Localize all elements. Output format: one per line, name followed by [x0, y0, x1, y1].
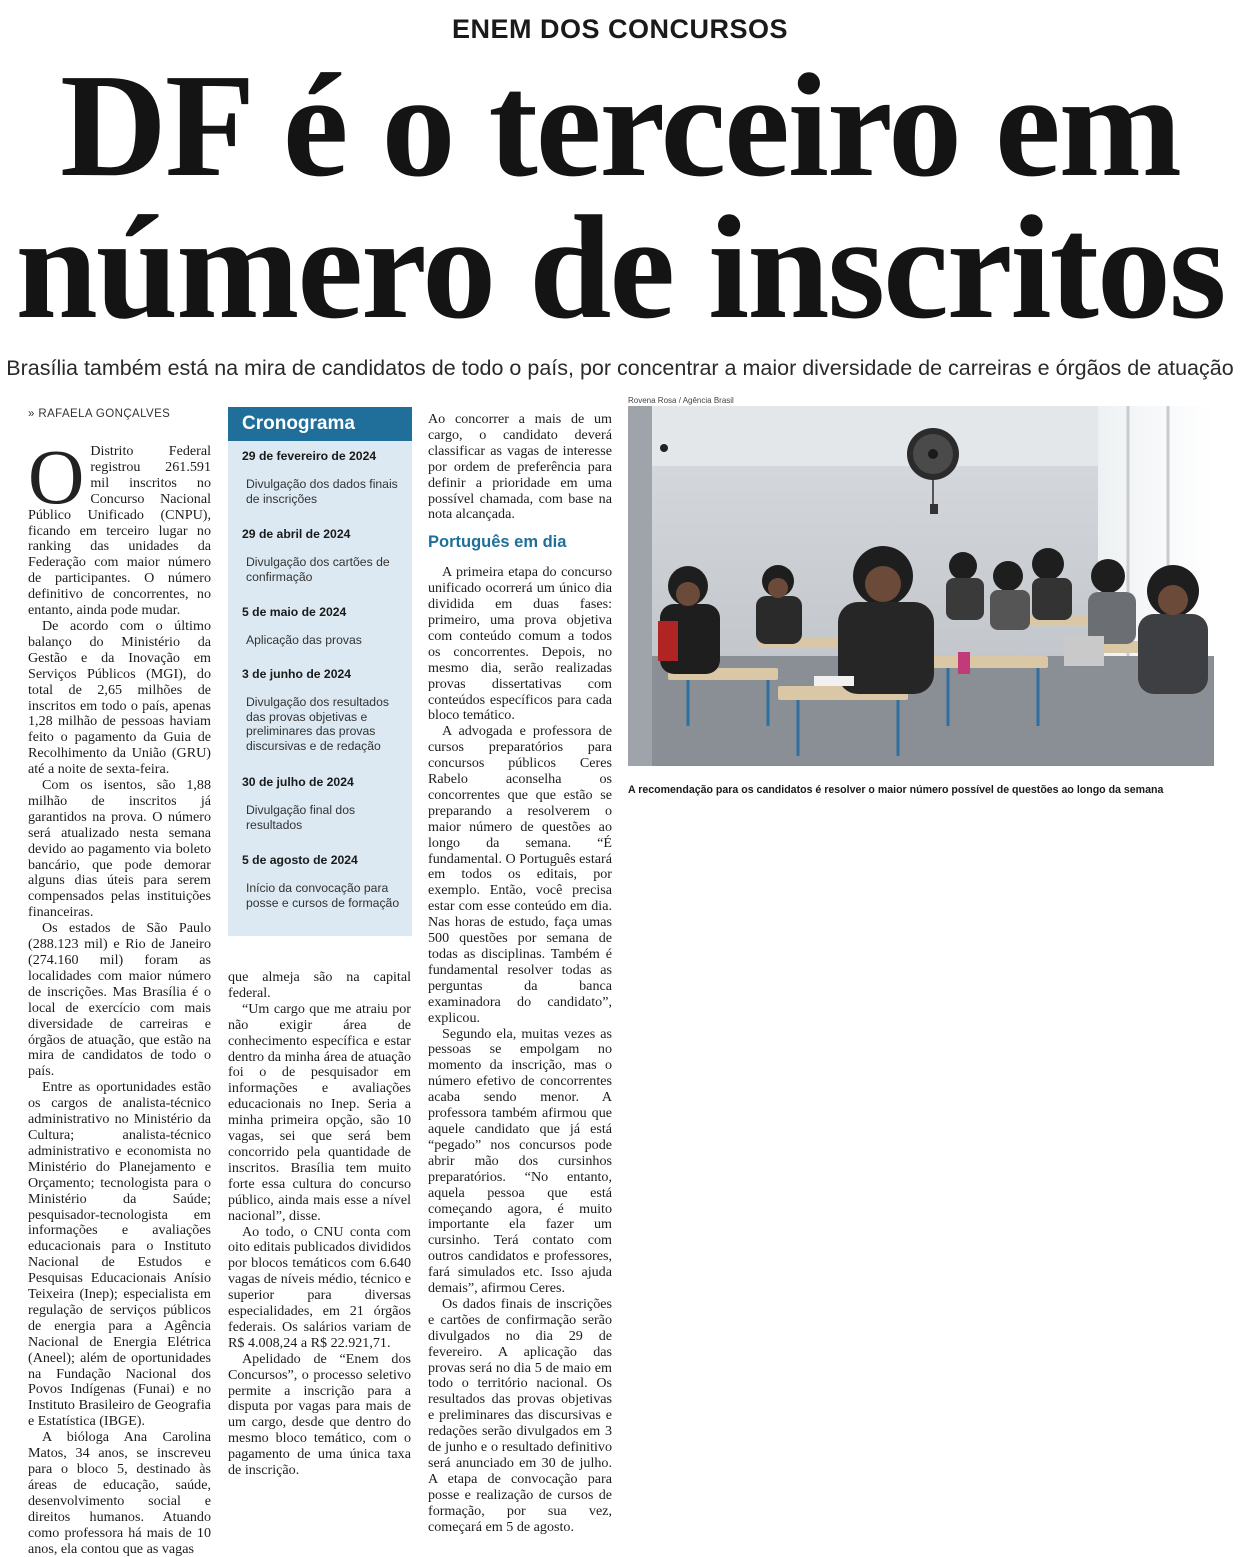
- cronograma-date: 29 de fevereiro de 2024: [242, 449, 377, 463]
- paragraph: A advogada e professora de cursos preparatórios para concursos públicos Ceres Rabelo aconselha os concorrentes que que estão se preparando a resolverem o maior número de questões ao longo da semana. “É fundamental. O Português estará em todos os editais, por exemplo. Então, você precisa estar com esse conteúdo em dia. Nas horas de estudo, faça umas 500 questões por semana de todas as disciplinas. Também é fundamental resolver todas as perguntas da banca examinadora do candidato”, explicou.: [428, 723, 612, 1026]
- photo-credit: Rovena Rosa / Agência Brasil: [628, 396, 734, 405]
- photo-caption: A recomendação para os candidatos é resolver o maior número possível de questões ao longo da semana: [628, 784, 1164, 796]
- section-kicker: ENEM DOS CONCURSOS: [451, 14, 789, 44]
- cronograma-date: 29 de abril de 2024: [242, 527, 351, 541]
- subheadline: Brasília também está na mira de candidatos de todo o país, por concentrar a maior diversidade de carreiras e órgãos de atuação: [6, 356, 1234, 380]
- cronograma-item: [228, 519, 412, 597]
- paragraph: “Um cargo que me atraiu por não exigir área de conhecimento específica e estar dentro da minha área de atuação foi o de pesquisador em informações e avaliações educacionais no Inep. Seria a minha primeira opção, são 10 vagas, sei que será bem concorrido pela quantidade de inscritos. Brasília tem muito forte essa cultura do concurso público, ainda mais esse a nível nacional”, disse.: [228, 1000, 411, 1224]
- paragraph: Ao concorrer a mais de um cargo, o candidato deverá classificar as vagas de interesse por ordem de preferência para definir a prioridade em uma possível chamada, com base na nota alcançada.: [428, 411, 612, 523]
- cronograma-title: Cronograma: [228, 407, 412, 441]
- paragraph: De acordo com o último balanço do Ministério da Gestão e da Inovação em Serviços Públicos (MGI), do total de 2,65 milhões de inscritos em todo o país, apenas 1,28 milhão de pessoas haviam feito o pagamento da Guia de Recolhimento da União (GRU) até a noite de sexta-feira.: [28, 617, 211, 778]
- paragraph: Com os isentos, são 1,88 milhão de inscritos já garantidos na prova. O número será atualizado nesta semana devido ao pagamento via boleto bancário, que pode demorar alguns dias úteis para serem compensados pelas instituições financeiras.: [28, 777, 211, 921]
- headline-line-1: DF é o terceiro em: [60, 44, 1180, 208]
- cronograma-desc: Aplicação das provas: [246, 633, 362, 647]
- headline-line-2: número de inscritos: [15, 186, 1225, 350]
- section-subtitle: Português em dia: [428, 533, 567, 552]
- cronograma-item: [228, 845, 412, 923]
- article-column-2: [228, 970, 411, 1479]
- paragraph: Segundo ela, muitas vezes as pessoas se empolgam no momento da inscrição, mas o número efetivo de concorrentes acaba sendo menor. A professora também afirmou que aquele candidato que já está “pegado” nos concursos pode abrir mão dos cursinhos preparatórios. “No entanto, aquela pessoa que está começando agora, é muito importante ela fazer um cursinho. Terá contato com outros candidatos e professores, fará simulados etc. Isso ajuda demais”, afirmou Ceres.: [428, 1025, 612, 1297]
- cronograma-desc: Divulgação dos dados finais de inscrições: [246, 477, 398, 506]
- paragraph: Os estados de São Paulo (288.123 mil) e Rio de Janeiro (274.160 mil) foram as localidades com maior número de inscrições. Mas Brasília é o local de exercício com mais diversidade de carreiras e órgãos de atuação, que estão na mira de candidatos de todo o país.: [28, 920, 211, 1080]
- paragraph: A bióloga Ana Carolina Matos, 34 anos, se inscreveu para o bloco 5, destinado às áreas de educação, saúde, desenvolvimento social e direitos humanos. Atuando como professora há mais de 10 anos, ela contou que as vagas: [28, 1429, 211, 1557]
- cronograma-item: [228, 767, 412, 845]
- paragraph: Apelidado de “Enem dos Concursos”, o processo seletivo permite a inscrição para a disputa por vagas para mais de um cargo, desde que dentro do mesmo bloco temático, com o pagamento de uma única taxa de inscrição.: [228, 1350, 411, 1479]
- cronograma-item: [228, 659, 412, 767]
- paragraph: que almeja são na capital federal.: [228, 969, 411, 1001]
- cronograma-date: 30 de julho de 2024: [242, 775, 354, 789]
- classroom-photo-illustration: [628, 406, 1214, 766]
- cronograma-item: [228, 597, 412, 659]
- paragraph: A primeira etapa do concurso unificado ocorrerá um único dia dividida em duas fases: primeiro, uma prova objetiva com conteúdo comum a todos os concorrentes. Depois, no mesmo dia, serão realizadas provas dissertativas com conteúdos específicos para cada bloco temático.: [428, 564, 612, 724]
- byline: » RAFAELA GONÇALVES: [28, 408, 171, 420]
- cronograma-date: 3 de junho de 2024: [242, 667, 352, 681]
- paragraph: Ao todo, o CNU conta com oito editais publicados divididos por blocos temáticos com 6.640 vagas de níveis médio, técnico e superior para diversas especialidades, em 21 órgãos federais. Os salários variam de R$ 4.008,24 a R$ 22.921,71.: [228, 1223, 411, 1351]
- drop-cap: O: [28, 433, 85, 520]
- paragraph: Os dados finais de inscrições e cartões de confirmação serão divulgados no dia 29 de fevereiro. A aplicação das provas será no dia 5 de maio em todo o território nacional. Os resultados das provas objetivas e preliminares das discursivas e redações serão divulgados em 3 de junho e o resultado definitivo será anunciado em 30 de julho. A etapa de convocação para posse e realização de cursos de formação, por sua vez, começará em 5 de agosto.: [428, 1295, 612, 1535]
- cronograma-date: 5 de maio de 2024: [242, 605, 347, 619]
- article-column-3: [428, 412, 612, 1536]
- cronograma-box: [228, 407, 412, 936]
- article-column-1: [28, 433, 211, 1557]
- cronograma-date: 5 de agosto de 2024: [242, 853, 358, 867]
- cronograma-item: [228, 441, 412, 519]
- cronograma-desc: Divulgação dos resultados das provas objetivas e preliminares das provas discursivas e de redação: [246, 695, 389, 753]
- paragraph: O Distrito Federal registrou 261.591 mil inscritos no Concurso Nacional Público Unificado (CNPU), ficando em terceiro lugar no ranking das unidades da Federação com maior número de participantes. O número definitivo de concorrentes, no entanto, ainda pode mudar.: [28, 433, 211, 619]
- cronograma-desc: Início da convocação para posse e cursos de formação: [246, 881, 400, 910]
- cronograma-desc: Divulgação final dos resultados: [246, 803, 356, 832]
- cronograma-desc: Divulgação dos cartões de confirmação: [246, 555, 390, 584]
- classroom-photo: [628, 406, 1214, 766]
- paragraph: Entre as oportunidades estão os cargos de analista-técnico administrativo no Ministério da Cultura; analista-técnico administrativo e economista no Ministério do Planejamento e Orçamento; tecnologista para o Ministério da Saúde; pesquisador-tecnologista em informações e avaliações educacionais para o Instituto Nacional de Estudos e Pesquisas Educacionais Anísio Teixeira (Inep); especialista em regulação de serviços públicos de energia para a Agência Nacional de Energia Elétrica (Aneel); além de oportunidades na Fundação Nacional dos Povos Indígenas (Funai) e no Instituto Brasileiro de Geografia e Estatística (IBGE).: [28, 1079, 211, 1430]
